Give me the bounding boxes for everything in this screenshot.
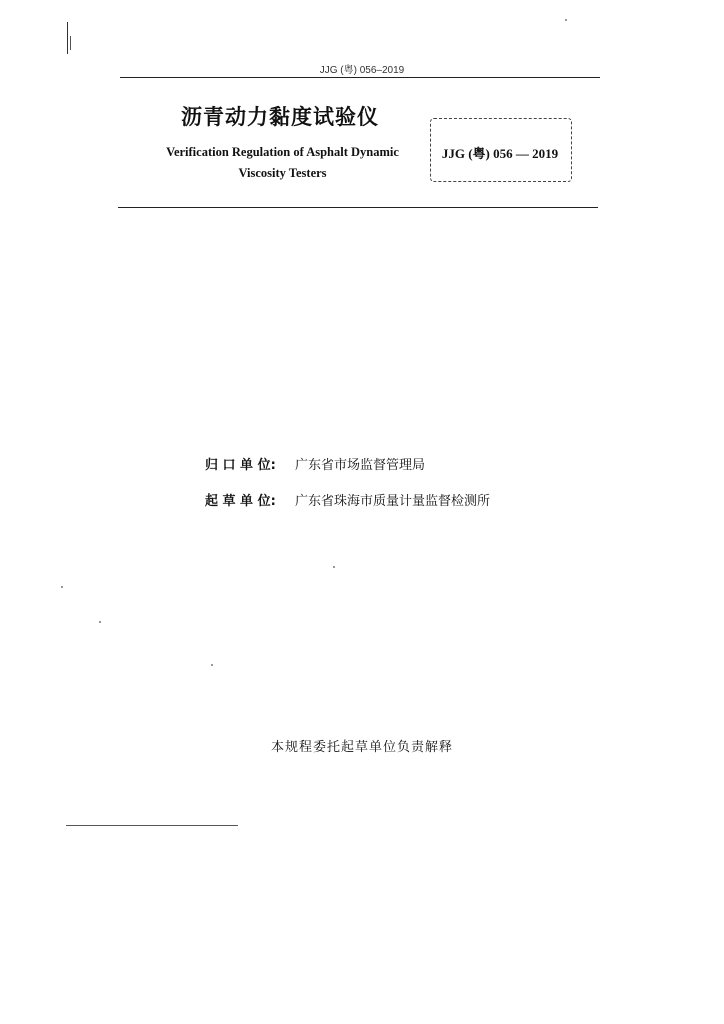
title-english-line2: Viscosity Testers (238, 166, 327, 180)
scan-speck (61, 586, 63, 588)
scan-speck (333, 566, 335, 568)
top-rule (120, 77, 600, 78)
org-value: 广东省珠海市质量计量监督检测所 (295, 494, 491, 509)
org-value: 广东省市场监督管理局 (295, 458, 426, 473)
scan-speck (99, 621, 101, 623)
standard-code-text: JJG (粤) 056 — 2019 (441, 146, 559, 161)
footnote-rule (66, 825, 238, 826)
scan-speck (565, 19, 567, 21)
scan-speck (211, 664, 213, 666)
org-line-drafting (205, 490, 490, 509)
title-english-line1: Verification Regulation of Asphalt Dynamic (166, 145, 399, 159)
org-label: 归 口 单 位: (205, 458, 276, 473)
scan-mark (67, 22, 68, 54)
title-chinese: 沥青动力黏度试验仪 (181, 105, 379, 129)
org-label: 起 草 单 位: (205, 494, 276, 509)
bottom-rule (118, 207, 598, 208)
interpretation-note: 本规程委托起草单位负责解释 (270, 740, 453, 755)
title-english (120, 142, 445, 184)
org-line-responsible (205, 454, 425, 473)
header-standard-code: JJG (粤) 056–2019 (319, 65, 405, 76)
scan-mark (70, 36, 71, 50)
